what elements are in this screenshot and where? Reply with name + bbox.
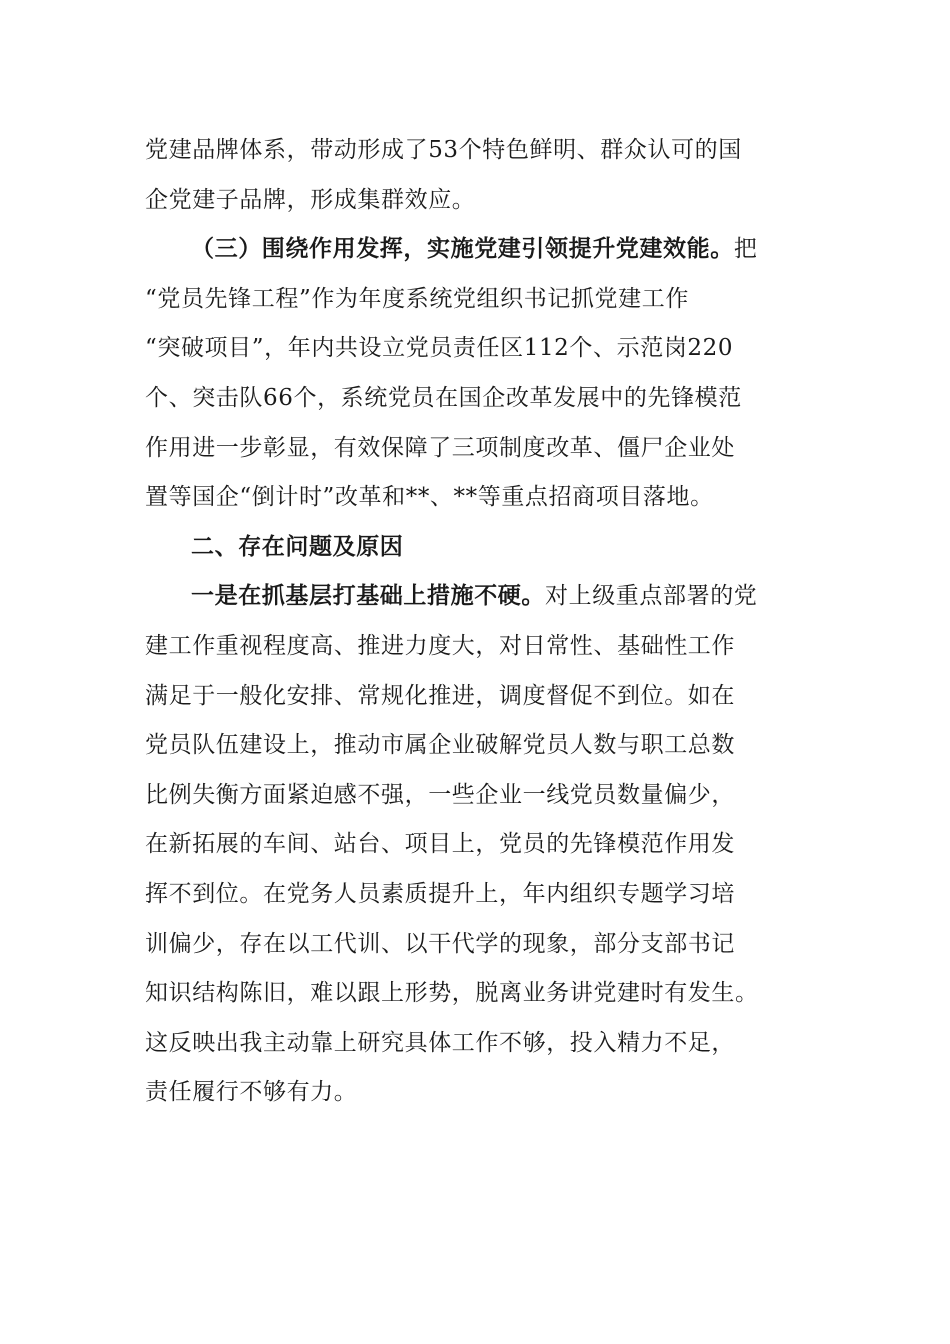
document-body bbox=[145, 126, 805, 1118]
text-line: “党员先锋工程”作为年度系统党组织书记抓党建工作 bbox=[145, 285, 689, 312]
text-line: 党员队伍建设上，推动市属企业破解党员人数与职工总数 bbox=[145, 732, 735, 759]
text-line: 这反映出我主动靠上研究具体工作不够，投入精力不足， bbox=[145, 1029, 735, 1056]
text-line: 比例失衡方面紧迫感不强，一些企业一线党员数量偏少， bbox=[145, 781, 735, 808]
paragraph-heading: （三）围绕作用发挥，实施党建引领提升党建效能。 bbox=[191, 236, 734, 263]
paragraph-grassroots bbox=[145, 572, 805, 1118]
text-run: 把 bbox=[733, 236, 758, 263]
text-line: 作用进一步彰显，有效保障了三项制度改革、僵尸企业处 bbox=[145, 434, 735, 461]
text-line bbox=[145, 572, 805, 622]
text-run: 对上级重点部署的党 bbox=[545, 583, 758, 610]
text-line: 挥不到位。在党务人员素质提升上，年内组织专题学习培 bbox=[145, 880, 735, 907]
text-line: 党建品牌体系，带动形成了53个特色鲜明、群众认可的国 bbox=[145, 137, 742, 163]
text-line: 建工作重视程度高、推进力度大，对日常性、基础性工作 bbox=[145, 632, 735, 659]
section-heading-problems bbox=[145, 523, 805, 573]
paragraph-brand-system bbox=[145, 126, 805, 225]
text-line: 企党建子品牌，形成集群效应。 bbox=[145, 186, 476, 213]
text-line: “突破项目”，年内共设立党员责任区112个、示范岗220 bbox=[145, 335, 734, 362]
text-line bbox=[145, 225, 805, 275]
text-line: 知识结构陈旧，难以跟上形势，脱离业务讲党建时有发生。 bbox=[145, 980, 759, 1007]
text-line: 满足于一般化安排、常规化推进，调度督促不到位。如在 bbox=[145, 682, 735, 709]
section-heading: 二、存在问题及原因 bbox=[191, 533, 404, 560]
paragraph-heading: 一是在抓基层打基础上措施不硬。 bbox=[191, 583, 545, 610]
text-line: 训偏少，存在以工代训、以干代学的现象，部分支部书记 bbox=[145, 930, 735, 957]
text-line: 置等国企“倒计时”改革和**、**等重点招商项目落地。 bbox=[145, 484, 714, 511]
text-line: 在新拓展的车间、站台、项目上，党员的先锋模范作用发 bbox=[145, 831, 735, 858]
paragraph-role-play bbox=[145, 225, 805, 523]
text-line: 责任履行不够有力。 bbox=[145, 1079, 358, 1106]
text-line: 个、突击队66个，系统党员在国企改革发展中的先锋模范 bbox=[145, 384, 742, 411]
